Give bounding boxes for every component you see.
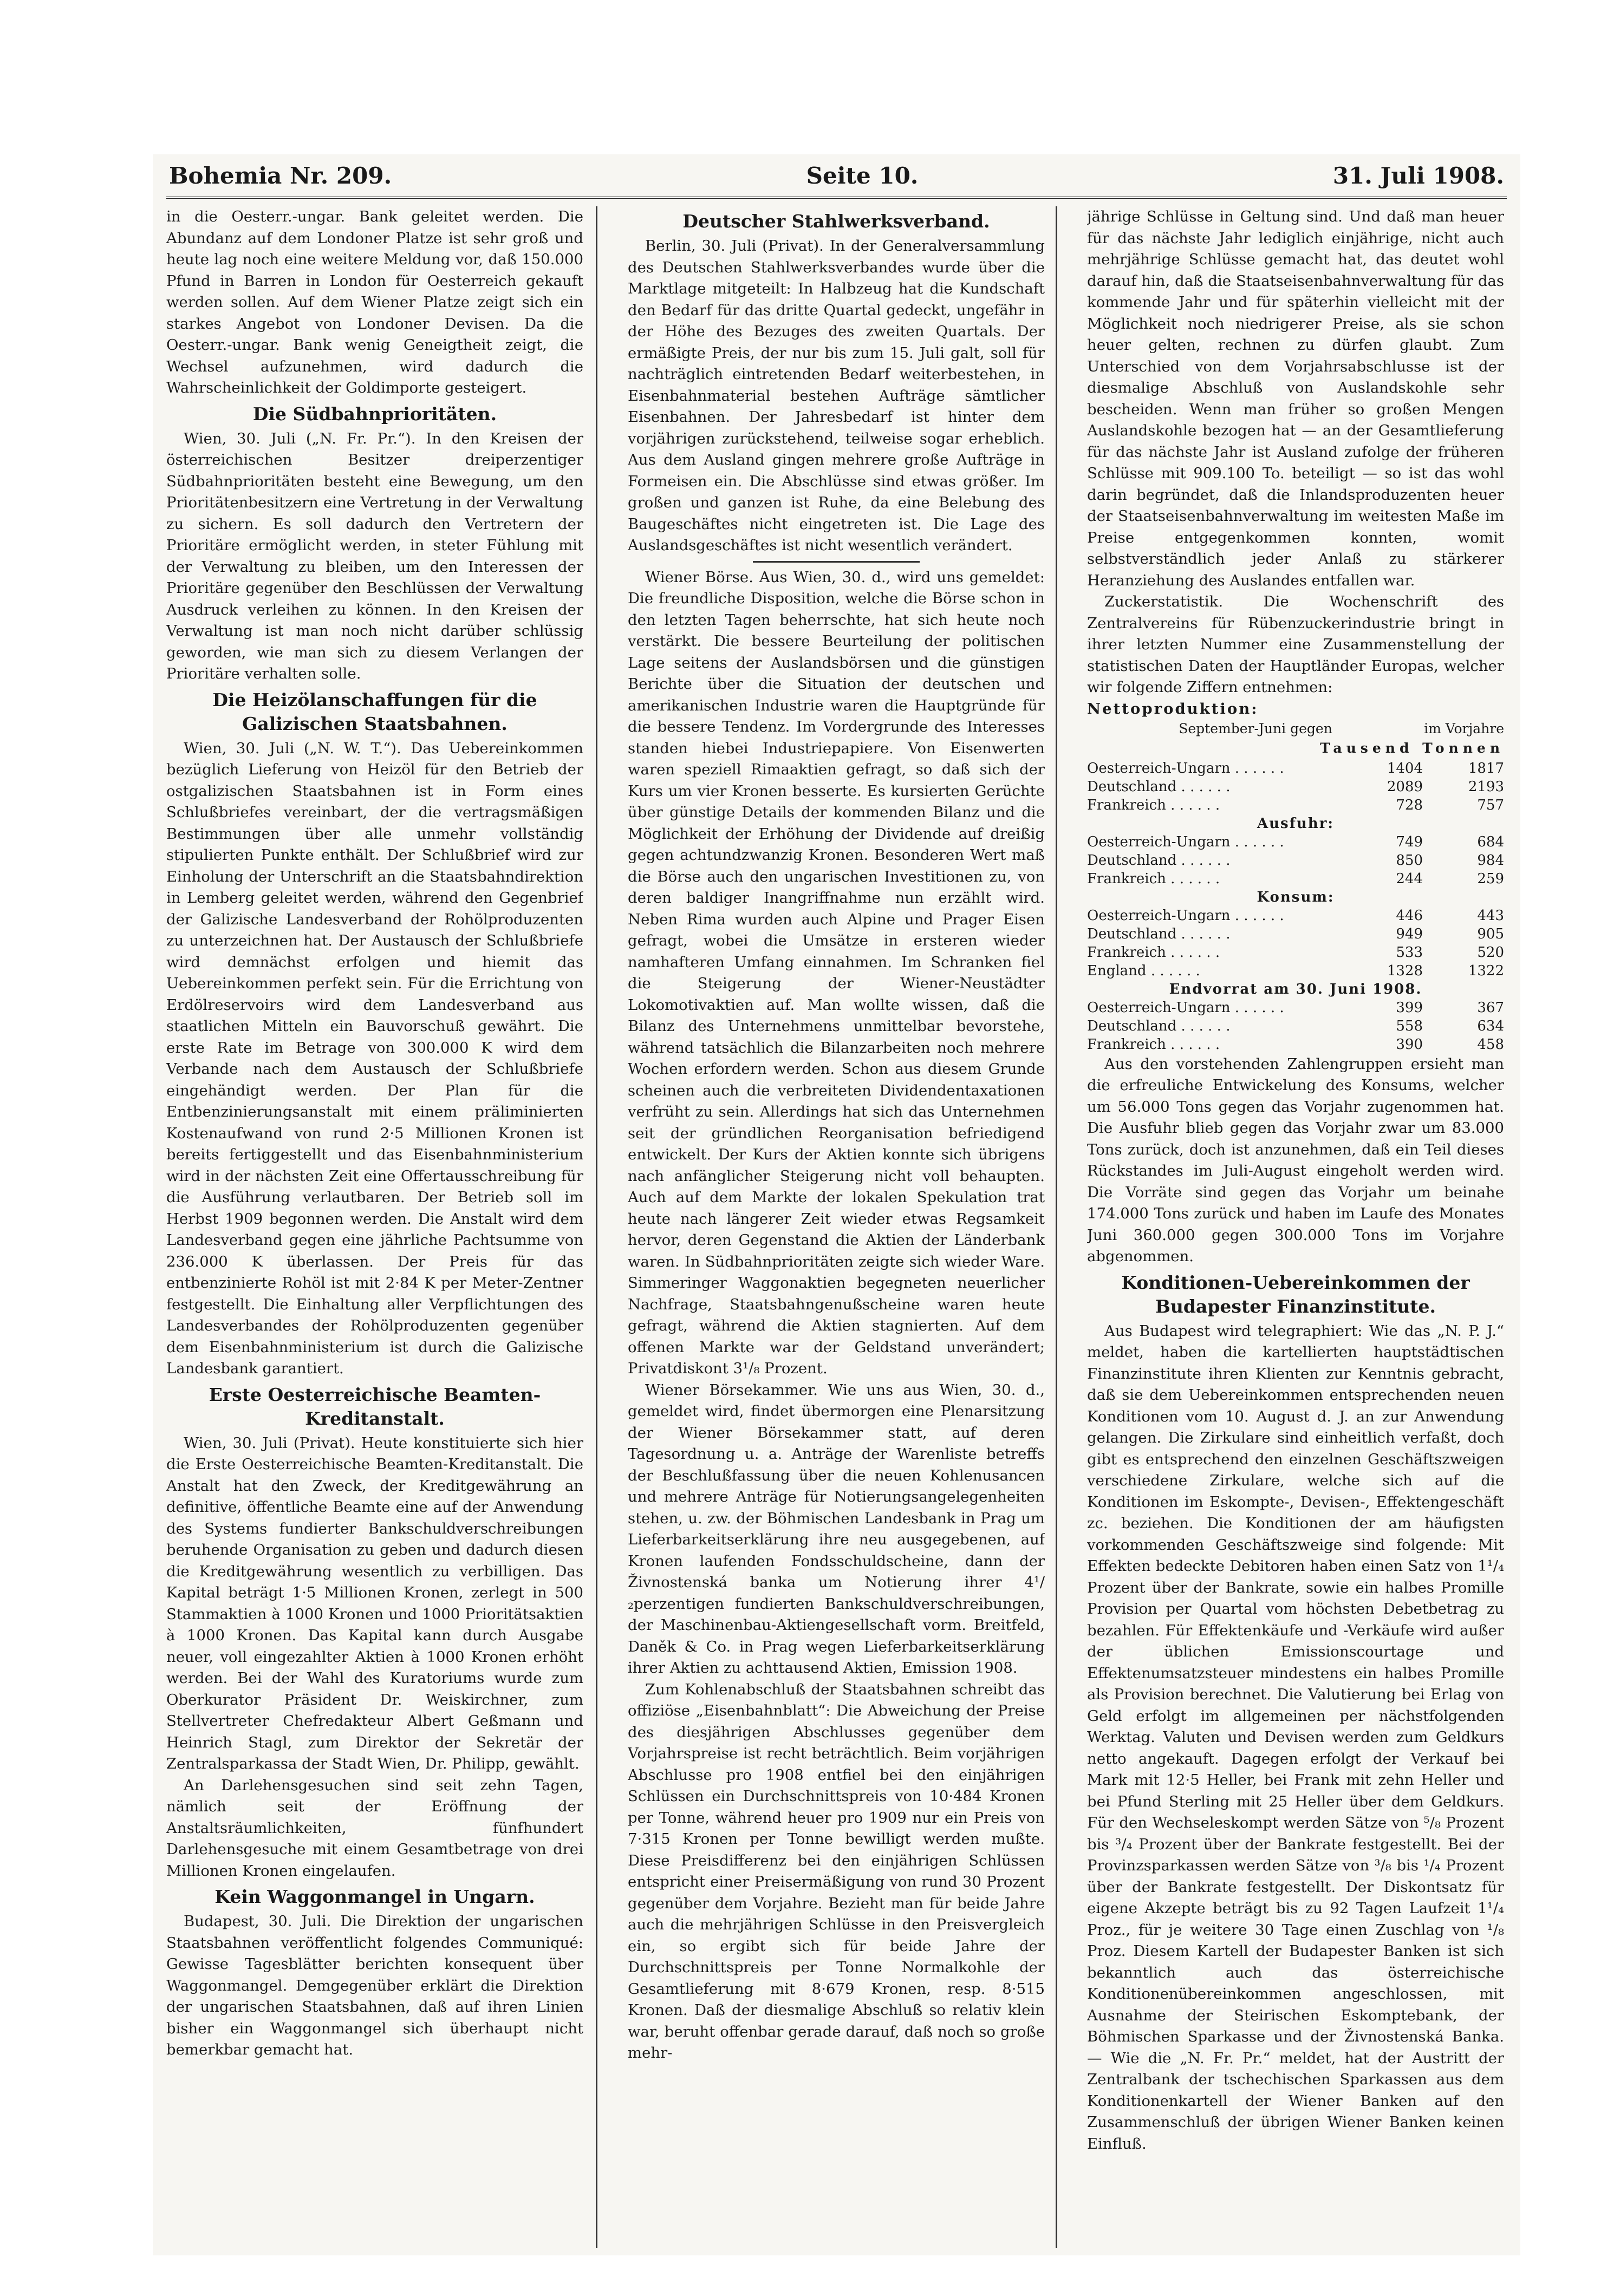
stat-title: Nettoproduktion: <box>1087 700 1259 718</box>
article-paragraph: Wien, 30. Juli (Privat). Heute konstituierte sich hier die Erste Oesterreichische Beamten-Kreditanstalt. Die Anstalt hat den Zweck, der Kreditgewährung an definitive, öffentliche Beamte eine auf der Anwendung des Systems fundierter Bankschuldverschreibungen beruhende Organisation zu geben und dadurch diesen die Kreditgewährung wesentlich zu verbilligen. Das Kapital beträgt 1·5 Millionen Kronen, zerlegt in 500 Stammaktien à 1000 Kronen und 1000 Prioritätsaktien à 1000 Kronen. Das Kapital kann durch Ausgabe neuer, voll eingezahlter Aktien à 1000 Kronen erhöht werden. Bei der Wahl des Kuratoriums wurde zum Oberkurator Präsident Dr. Weiskirchner, zum Stellvertreter Chefredakteur Albert Geßmann und Heinrich Stagl, zum Direktor der Sekretär der Zentralsparkassa der Stadt Wien, Dr. Philipp, gewählt. <box>166 1434 583 1772</box>
stat-row <box>1087 1017 1504 1035</box>
sugar-statistics-table <box>1087 759 1504 1054</box>
stat-country: Frankreich . . . . . . <box>1087 944 1220 961</box>
stat-row <box>1087 999 1504 1017</box>
stat-value-previous: 443 <box>1477 907 1504 924</box>
stat-country: Deutschland . . . . . . <box>1087 1017 1231 1034</box>
article-heading: Kein Waggonmangel in Ungarn. <box>214 1886 535 1907</box>
stat-country: Deutschland . . . . . . <box>1087 852 1231 869</box>
stat-column-heads <box>1087 720 1504 738</box>
stat-row <box>1087 925 1504 943</box>
header-date: 31. Juli 1908. <box>1332 162 1504 189</box>
article-heading: Erste Oesterreichische Beamten-Kreditanstalt. <box>209 1384 541 1429</box>
stat-col-b-head: im Vorjahre <box>1424 721 1504 736</box>
stat-value-current: 749 <box>1396 833 1423 850</box>
stat-value-previous: 1322 <box>1468 962 1504 979</box>
stat-value-previous: 458 <box>1477 1036 1504 1053</box>
stat-value-previous: 757 <box>1477 797 1504 813</box>
stat-country: Deutschland . . . . . . <box>1087 778 1231 795</box>
stat-group-row <box>1087 888 1504 906</box>
article-paragraph: An Darlehensgesuchen sind seit zehn Tagen, nämlich seit der Eröffnung der Anstaltsräumlichkeiten, fünfhundert Darlehensgesuche mit einem Gesamtbetrage von drei Millionen Kronen eingelaufen. <box>166 1776 583 1880</box>
stat-value-previous: 984 <box>1477 852 1504 869</box>
stat-group-row <box>1087 814 1504 833</box>
stat-value-previous: 1817 <box>1468 760 1504 777</box>
stat-country: Frankreich . . . . . . <box>1087 1036 1220 1053</box>
stat-value-current: 533 <box>1396 944 1423 961</box>
header-rule <box>166 197 1507 199</box>
article-heading: Deutscher Stahlwerksverband. <box>682 211 990 232</box>
stat-value-previous: 905 <box>1477 925 1504 942</box>
stat-row <box>1087 851 1504 870</box>
stat-value-previous: 634 <box>1477 1017 1504 1034</box>
stat-row <box>1087 943 1504 962</box>
stat-value-previous: 367 <box>1477 999 1504 1016</box>
stat-row <box>1087 906 1504 925</box>
column-1 <box>166 206 583 2248</box>
stat-value-previous: 520 <box>1477 944 1504 961</box>
article-paragraph: Wien, 30. Juli („N. W. T.“). Das Uebereinkommen bezüglich Lieferung von Heizöl für den Betrieb der ostgalizischen Staatsbahnen ist in Form eines Schlußbriefes vereinbart, der die vertragsmäßigen Bestimmungen über alle unmehr vollständig stipulierten Punkte enthält. Der Schlußbrief wird zur Einholung der Unterschrift an die Staatsbahndirektion in Lemberg geleitet werden, während den Gegenbrief der Galizische Landesverband der Rohölproduzenten zu unterzeichnen hat. Der Austausch der Schlußbriefe wird demnächst erfolgen und hiemit das Uebereinkommen perfekt sein. Für die Errichtung von Erdölreservoirs wird dem Landesverband aus staatlichen Mitteln ein Bauvorschuß gewährt. Die erste Rate im Betrage von 300.000 K wird dem Verbande nach dem Austausch der Schlußbriefe eingehändigt werden. Der Plan für die Entbenzinierungsanstalt mit einem präliminierten Kostenaufwand von rund 2·5 Millionen Kronen ist bereits fertiggestellt und das Eisenbahnministerium wird in der nächsten Zeit eine Offertausschreibung für die Ausführung verlautbaren. Der Betrieb soll im Herbst 1909 begonnen werden. Die Anstalt wird dem Landesverband gegen eine jährliche Pachtsumme von 236.000 K überlassen. Der Preis für das entbenzinierte Rohöl ist mit 2·84 K per Meter-Zentner festgestellt. Die Einhaltung aller Verpflichtungen des Landesverbandes der Rohölproduzenten gegenüber dem Eisenbahnministerium ist durch die Galizische Landesbank garantiert. <box>166 739 583 1377</box>
article-paragraph: Wiener Börse. Aus Wien, 30. d., wird uns gemeldet: Die freundliche Disposition, welche die Börse schon in den letzten Tagen beherrschte, hat sich heute noch verstärkt. Die bessere Beurteilung der politischen Lage seitens der Auslandsbörsen und die günstigen Berichte über die Situation der deutschen und amerikanischen Industrie waren die Hauptgründe für die bessere Tendenz. Im Vordergrunde des Interesses standen hiebei Industriepapiere. Von Eisenwerten waren speziell Rimaaktien gefragt, so daß sich der Kurs um vier Kronen besserte. Es kursierten Gerüchte über günstige Details der kommenden Bilanz und die Möglichkeit der Erhöhung der Dividende auf dreißig gegen achtundzwanzig Kronen. Besonderen Wert maß die Börse auch den ungarischen Investitionen zu, von deren baldiger Inangriffnahme nun erzählt wird. Neben Rima wurden auch Alpine und Prager Eisen gefragt, wobei die Umsätze in ersteren wieder namhafteren Umfang einnahmen. Im Schranken fiel die Steigerung der Wiener-Neustädter Lokomotivaktien auf. Man wollte wissen, daß die Bilanz des Unternehmens unmittelbar bevorstehe, während tatsächlich die Bilanzarbeiten noch mehrere Wochen erfordern werden. Schon aus diesem Grunde scheinen auch die verbreiteten Dividendentaxationen verfrüht zu sein. Allerdings hat sich das Unternehmen seit der gründlichen Reorganisation befriedigend entwickelt. Der Kurs der Aktien konnte sich übrigens nach anfänglicher Steigerung nicht voll behaupten. Auch auf dem Markte der lokalen Spekulation trat heute nach längerer Zeit wieder etwas Regsamkeit hervor, deren Gegenstand die Aktien der Länderbank waren. In Südbahnprioritäten zeigte sich wieder Ware. Simmeringer Waggonaktien begegneten neuerlicher Nachfrage, Staatsbahngenußscheine waren heute gefragt, während die Aktien stagnierten. Auf dem offenen Markte war der Geldstand unverändert; Privatdiskont 3¹/₈ Prozent. <box>628 568 1045 1377</box>
stat-country: Deutschland . . . . . . <box>1087 925 1231 942</box>
stat-value-current: 558 <box>1396 1017 1423 1034</box>
stat-country: Oesterreich-Ungarn . . . . . . <box>1087 907 1284 924</box>
stat-value-previous: 684 <box>1477 833 1504 850</box>
stat-value-current: 2089 <box>1387 778 1423 795</box>
article-paragraph: Zum Kohlenabschluß der Staatsbahnen schreibt das offiziöse „Eisenbahnblatt“: Die Abweichung der Preise des diesjährigen Abschlusses gegenüber dem Vorjahrspreise ist recht beträchtlich. Beim vorjährigen Abschlusse pro 1908 entfiel bei den einjährigen Schlüssen ein Durchschnittspreis von 10·484 Kronen per Tonne, während heuer pro 1909 nur ein Preis von 7·315 Kronen per Tonne bewilligt werden mußte. Diese Preisdifferenz bei den einjährigen Schlüssen entspricht einer Preisermäßigung von rund 30 Prozent gegenüber dem Vorjahre. Bezieht man für beide Jahre auch die mehrjährigen Schlüsse in den Preisvergleich ein, so ergibt sich für beide Jahre der Durchschnittspreis per Tonne Normalkohle der Gesamtlieferung mit 8·679 Kronen, resp. 8·515 Kronen. Daß der diesmalige Abschluß so relativ klein war, beruht offenbar gerade darauf, daß noch so große mehr- <box>628 1680 1045 2062</box>
article-paragraph: Wien, 30. Juli („N. Fr. Pr.“). In den Kreisen der österreichischen Besitzer dreiperzentiger Südbahnprioritäten besteht eine Bewegung, um den Prioritätenbesitzern eine Vertretung in der Verwaltung zu sichern. Es soll dadurch den Vertretern der Prioritäre ermöglicht werden, in steter Fühlung mit der Verwaltung zu bleiben, um den Interessen der Prioritäre gegenüber den Beschlüssen der Verwaltung Ausdruck verleihen zu können. In den Kreisen der Verwaltung ist man noch nicht darüber schlüssig geworden, wie man sich zu diesem Verlangen der Prioritäre verhalten solle. <box>166 429 583 682</box>
column-rule-2 <box>1056 206 1057 2248</box>
stat-country: Frankreich . . . . . . <box>1087 870 1220 887</box>
column-3 <box>1087 206 1504 2248</box>
stat-value-current: 244 <box>1396 870 1423 887</box>
stat-country: Oesterreich-Ungarn . . . . . . <box>1087 999 1284 1016</box>
article-heading: Konditionen-Uebereinkommen der Budapester Finanzinstitute. <box>1121 1271 1470 1317</box>
article-paragraph: Budapest, 30. Juli. Die Direktion der ungarischen Staatsbahnen veröffentlicht folgendes Communiqué: Gewisse Tagesblätter berichten konsequent über Waggonmangel. Demgegenüber erklärt die Direktion der ungarischen Staatsbahnen, daß auf ihren Linien bisher ein Waggonmangel sich überhaupt nicht bemerkbar gemacht hat. <box>166 1913 583 2058</box>
page-header <box>169 159 1504 192</box>
article-heading: Die Südbahnprioritäten. <box>252 403 497 425</box>
stat-group-label: Konsum: <box>1257 889 1335 905</box>
stat-country: Oesterreich-Ungarn . . . . . . <box>1087 760 1284 777</box>
header-page-number: Seite 10. <box>806 162 919 189</box>
stat-group-label: Endvorrat am 30. Juni 1908. <box>1169 981 1422 997</box>
stat-country: Oesterreich-Ungarn . . . . . . <box>1087 833 1284 850</box>
article-paragraph: Aus den vorstehenden Zahlengruppen ersieht man die erfreuliche Entwickelung des Konsums, welcher um 56.000 Tons gegen das Vorjahr zugenommen hat. Die Ausfuhr blieb gegen das Vorjahr zwar um 83.000 Tons zurück, doch ist anzunehmen, daß ein Teil dieses Rückstandes im Juli-August eingeholt werden wird. Die Vorräte sind gegen das Vorjahr um beinahe 174.000 Tons zurück und haben im Laufe des Monates Juni 360.000 gegen 300.000 Tons im Vorjahre abgenommen. <box>1087 1055 1504 1265</box>
article-paragraph: Aus Budapest wird telegraphiert: Wie das „N. P. J.“ meldet, haben die kartellierten hauptstädtischen Finanzinstitute ihren Klienten zur Kenntnis gebracht, daß sie dem Uebereinkommen entsprechenden neuen Konditionen vom 10. August d. J. an zur Anwendung gelangen. Die Zirkulare sind einheitlich verfaßt, doch gibt es entsprechend den einzelnen Geschäftszweigen verschiedene Zirkulare, welche sich auf die Konditionen im Eskompte-, Devisen-, Effektengeschäft zc. beziehen. Die Konditionen der am häufigsten vorkommenden Geschäftszweige sind folgende: Mit Effekten bedeckte Debitoren haben einen Satz von 1¹/₄ Prozent über der Bankrate, sowie ein halbes Promille Provision per Quartal vom höchsten Debetbetrag zu bezahlen. Für Effektenkäufe und -Verkäufe wird außer der üblichen Emissionscourtage und Effektenumsatzsteuer mindestens ein halbes Promille als Provision berechnet. Die Valutierung bei Erlag von Geld erfolgt im allgemeinen per nächstfolgenden Werktag. Valuten und Devisen werden zum Geldkurs netto angekauft. Dagegen erfolgt der Verkauf bei Mark mit 12·5 Heller, bei Frank mit zehn Heller und bei Pfund Sterling mit 25 Heller über dem Geldkurs. Für den Wechseleskompt werden Sätze von ⁵/₈ Prozent bis ³/₄ Prozent über der Bankrate festgestellt. Bei der Provinzsparkassen werden Sätze von ³/₈ bis ¹/₄ Prozent über der Bankrate festgestellt. Der Diskontsatz für eigene Akzepte beträgt bis zu 92 Tagen Laufzeit 1¹/₄ Proz., für je weitere 30 Tage einen Zuschlag von ¹/₈ Proz. Diesem Kartell der Budapester Banken ist sich bekanntlich auch das österreichische Konditionenübereinkommen angeschlossen, mit Ausnahme der Steirischen Eskomptebank, der Böhmischen Sparkasse und der Živnostenská Banka. — Wie die „N. Fr. Pr.“ meldet, hat der Austritt der Zentralbank der tschechischen Sparkassen aus dem Konditionenkartell der Wiener Banken auf den Zusammenschluß der übrigen Wiener Banken keinen Einfluß. <box>1087 1322 1504 2152</box>
stat-country: England . . . . . . <box>1087 962 1200 979</box>
article-heading: Die Heizölanschaffungen für die Galizischen Staatsbahnen. <box>212 689 537 734</box>
stat-row <box>1087 796 1504 814</box>
stat-value-current: 390 <box>1396 1036 1423 1053</box>
stat-col-a-head: September-Juni gegen <box>1179 721 1332 736</box>
stat-row <box>1087 778 1504 796</box>
stat-value-previous: 2193 <box>1468 778 1504 795</box>
article-paragraph: Berlin, 30. Juli (Privat). In der Generalversammlung des Deutschen Stahlwerksverbandes wurde über die Marktlage mitgeteilt: In Halbzeug hat die Kundschaft den Bedarf für das dritte Quartal gedeckt, ungefähr in der Höhe des Bezuges des zweiten Quartals. Der ermäßigte Preis, der nur bis zum 15. Juli galt, soll für nachträglich eintretenden Bedarf weiterbestehen, in Eisenbahnmaterial bestehen Aufträge sämtlicher Eisenbahnen. Der Jahresbedarf ist hinter dem vorjährigen zurückstehend, teilweise sogar erheblich. Aus dem Ausland gingen mehrere große Aufträge in Formeisen ein. Die Abschlüsse sind etwas größer. Im großen und ganzen ist Ruhe, da eine Belebung des Baugeschäftes nicht eingetreten ist. Die Lage des Auslandsgeschäftes ist nicht wesentlich verändert. <box>628 237 1045 554</box>
stat-row <box>1087 870 1504 888</box>
article-paragraph: Zuckerstatistik. Die Wochenschrift des Zentralvereins für Rübenzuckerindustrie bringt in ihrer letzten Nummer eine Zusammenstellung der statistischen Daten der Hauptländer Europas, welcher wir folgende Ziffern entnehmen: <box>1087 593 1504 696</box>
stat-value-current: 446 <box>1396 907 1423 924</box>
stat-value-previous: 259 <box>1477 870 1504 887</box>
stat-row <box>1087 962 1504 980</box>
newspaper-page <box>153 154 1520 2255</box>
stat-value-current: 1328 <box>1387 962 1423 979</box>
stat-unit: Tausend Tonnen <box>1320 740 1504 756</box>
section-divider <box>753 561 920 563</box>
column-2 <box>628 206 1045 2248</box>
stat-value-current: 850 <box>1396 852 1423 869</box>
stat-row <box>1087 833 1504 851</box>
article-paragraph: Wiener Börsekammer. Wie uns aus Wien, 30. d., gemeldet wird, findet übermorgen eine Plenarsitzung der Wiener Börsekammer statt, auf deren Tagesordnung u. a. Anträge der Warenliste betreffs der Beschlußfassung über die neuen Kohlenusancen und mehrere Anträge für Notierungsangelegenheiten stehen, u. zw. der Böhmischen Landesbank in Prag um Lieferbarkeitserklärung ihre neu ausgegebenen, auf Kronen laufenden Fondsschuldscheine, dann der Živnostenská banka um Notierung ihrer 4¹/₂perzentigen fundierten Bankschuldverschreibungen, der Maschinenbau-Aktiengesellschaft vorm. Breitfeld, Daněk & Co. in Prag wegen Lieferbarkeitserklärung ihrer Aktien zu achttausend Aktien, Emission 1908. <box>628 1381 1045 1677</box>
stat-value-current: 1404 <box>1387 760 1423 777</box>
stat-row <box>1087 759 1504 778</box>
stat-row <box>1087 1035 1504 1054</box>
stat-value-current: 399 <box>1396 999 1423 1016</box>
stat-value-current: 728 <box>1396 797 1423 813</box>
stat-group-row <box>1087 980 1504 999</box>
column-rule-1 <box>596 206 597 2248</box>
stat-group-label: Ausfuhr: <box>1257 815 1334 832</box>
article-paragraph: in die Oesterr.-ungar. Bank geleitet werden. Die Abundanz auf dem Londoner Platze ist sehr groß und heute lag noch eine weitere Meldung vor, daß 150.000 Pfund in Barren in London für Oesterreich gekauft werden sollen. Auf dem Wiener Platze zeigt sich ein starkes Angebot von Londoner Devisen. Da die Oesterr.-ungar. Bank wenig Geneigtheit zeigt, die Wechsel aufzunehmen, wird dadurch die Wahrscheinlichkeit der Goldimporte gesteigert. <box>166 208 583 396</box>
header-masthead: Bohemia Nr. 209. <box>169 162 392 189</box>
article-paragraph: jährige Schlüsse in Geltung sind. Und daß man heuer für das nächste Jahr lediglich einjährige, nicht auch mehrjährige Schlüsse gemacht hat, das deutet wohl darauf hin, daß die Staatseisenbahnverwaltung für das kommende Jahr und für späterhin vielleicht mit der Möglichkeit noch niedrigerer Preise, als sie schon heuer gelten, rechnen zu dürfen glaubt. Zum Unterschied von dem Vorjahrsabschlusse ist der diesmalige Abschluß von Auslandskohle sehr bescheiden. Wenn man früher so großen Mengen Auslandskohle bezogen hat — an der Gesamtlieferung für das nächste Jahr ist Ausland zufolge der früheren Schlüsse mit 909.100 To. beteiligt — so ist das wohl darin begründet, daß die Inlandsproduzenten heuer der Staatseisenbahnverwaltung im weitesten Maße im Preise entgegenkommen konnten, womit selbstverständlich jeder Anlaß zu stärkerer Heranziehung des Auslandes entfallen war. <box>1087 208 1504 589</box>
stat-value-current: 949 <box>1396 925 1423 942</box>
stat-country: Frankreich . . . . . . <box>1087 797 1220 813</box>
